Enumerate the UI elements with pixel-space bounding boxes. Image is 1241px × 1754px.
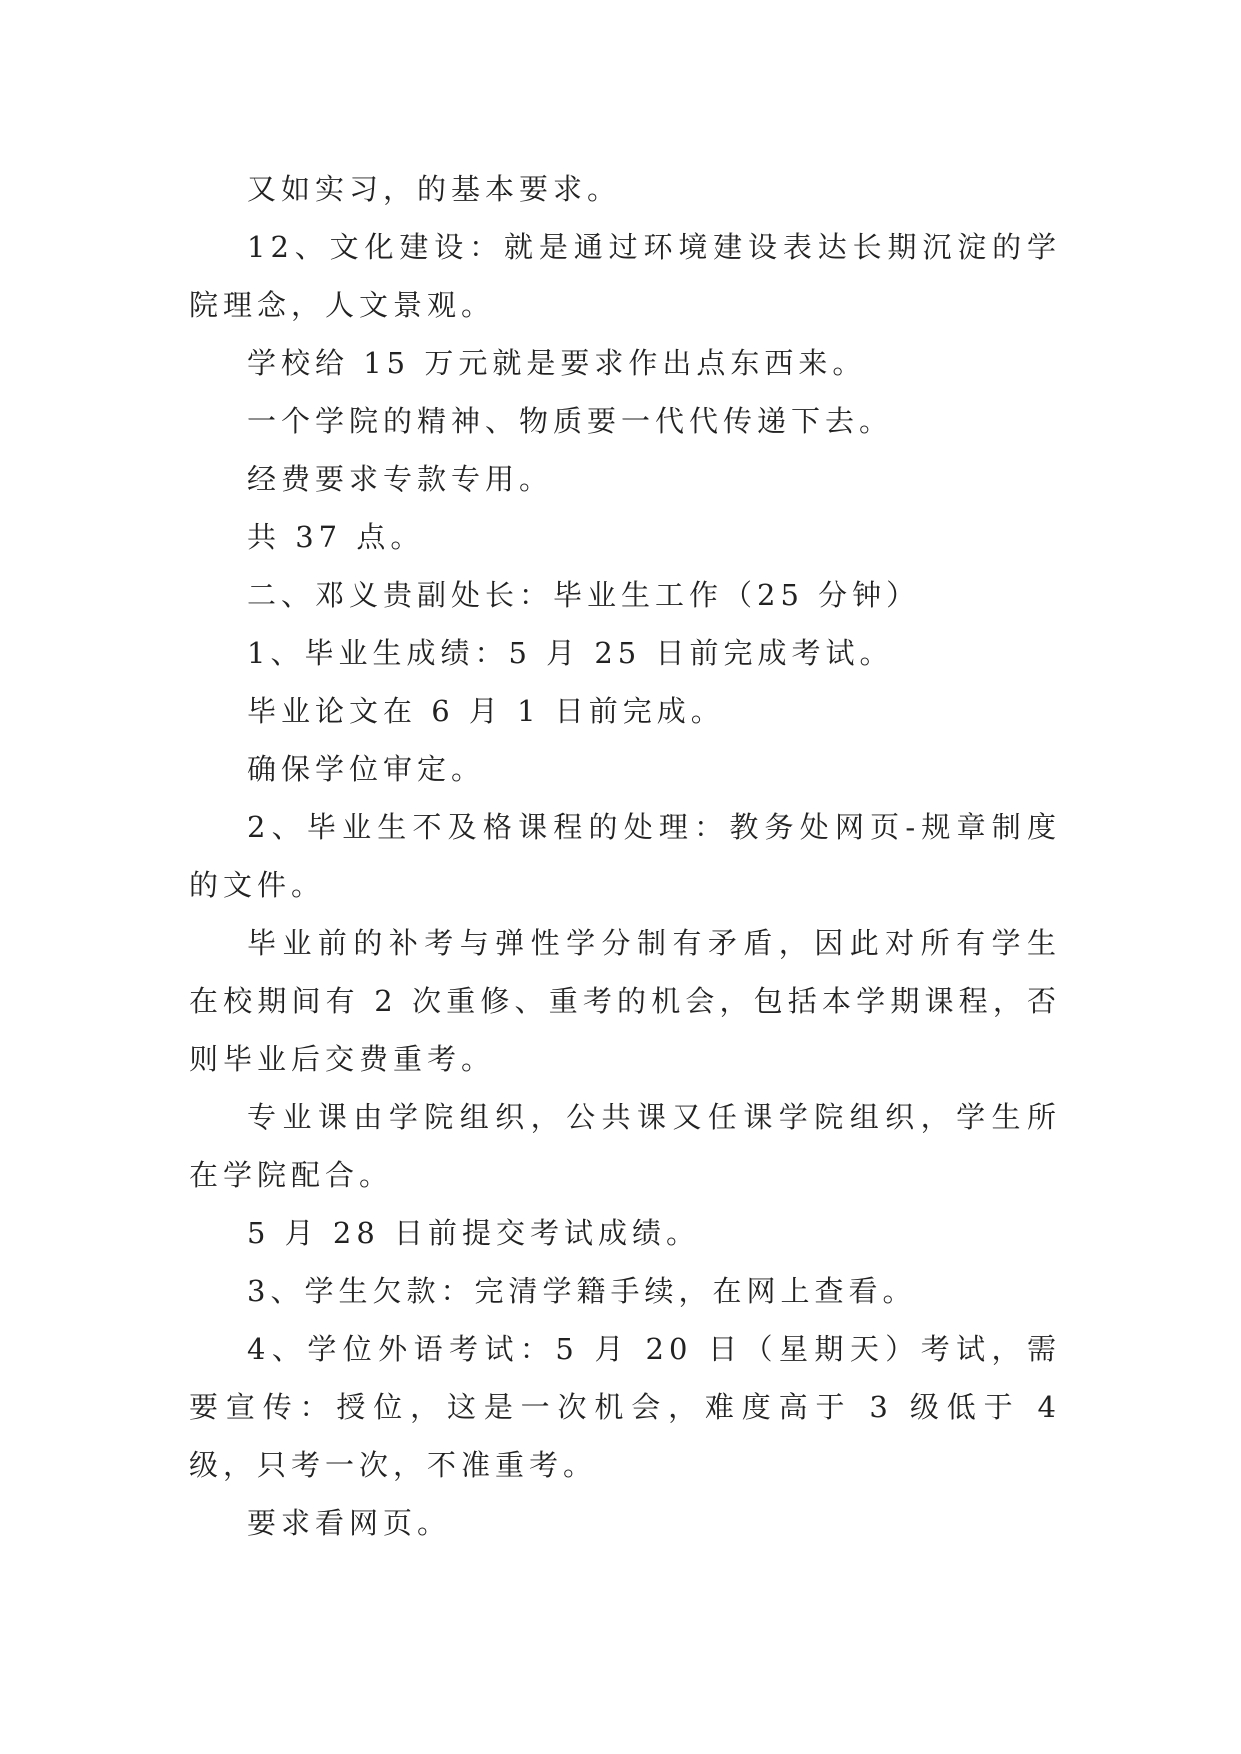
paragraph: 2、毕业生不及格课程的处理：教务处网页-规章制度的文件。 — [189, 810, 1061, 902]
paragraph: 毕业前的补考与弹性学分制有矛盾，因此对所有学生在校期间有 2 次重修、重考的机会，包括本学期课程，否则毕业后交费重考。 — [189, 926, 1061, 1076]
paragraph: 5 月 28 日前提交考试成绩。 — [247, 1216, 701, 1250]
paragraph: 4、学位外语考试：5 月 20 日（星期天）考试，需要宣传：授位，这是一次机会，难度高于 3 级低于 4 级，只考一次，不准重考。 — [189, 1332, 1061, 1482]
paragraph: 经费要求专款专用。 — [247, 462, 554, 496]
paragraph: 一个学院的精神、物质要一代代传递下去。 — [247, 404, 894, 438]
paragraph: 确保学位审定。 — [247, 752, 486, 786]
paragraph: 专业课由学院组织，公共课又任课学院组织，学生所在学院配合。 — [189, 1100, 1061, 1192]
paragraph: 3、学生欠款：完清学籍手续，在网上查看。 — [247, 1274, 917, 1308]
section-heading: 二、邓义贵副处长：毕业生工作（25 分钟） — [247, 578, 921, 612]
paragraph: 毕业论文在 6 月 1 日前完成。 — [247, 694, 725, 728]
paragraph: 12、文化建设：就是通过环境建设表达长期沉淀的学院理念，人文景观。 — [189, 230, 1061, 322]
paragraph: 要求看网页。 — [247, 1506, 452, 1540]
paragraph: 1、毕业生成绩：5 月 25 日前完成考试。 — [247, 636, 894, 670]
paragraph: 共 37 点。 — [247, 520, 425, 554]
paragraph: 又如实习，的基本要求。 — [247, 172, 622, 206]
document-body — [189, 160, 1061, 1552]
paragraph: 学校给 15 万元就是要求作出点东西来。 — [247, 346, 867, 380]
